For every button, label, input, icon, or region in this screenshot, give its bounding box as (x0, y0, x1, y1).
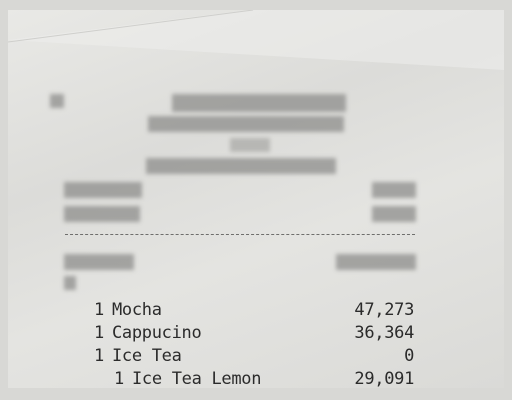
item-qty: 1 (94, 300, 104, 320)
redacted-order-sub (64, 276, 76, 290)
item-price: 29,091 (354, 369, 414, 388)
redacted-address-line-1 (148, 116, 344, 132)
redacted-meta-left-2 (64, 206, 140, 222)
receipt-paper (8, 10, 504, 388)
item-price: 47,273 (354, 300, 414, 320)
item-qty: 1 (94, 346, 104, 366)
redacted-header-mark (50, 94, 64, 108)
redacted-address-line-2 (230, 138, 270, 152)
redacted-phone-line (146, 158, 336, 174)
paper-crease (8, 10, 504, 388)
item-price: 36,364 (354, 323, 414, 343)
item-name: Ice Tea (112, 346, 182, 366)
redacted-meta-right-1 (372, 182, 416, 198)
item-name: Mocha (112, 300, 162, 320)
dashed-separator (65, 234, 415, 235)
redacted-meta-left-1 (64, 182, 142, 198)
redacted-meta-right-2 (372, 206, 416, 222)
redacted-order-left (64, 254, 134, 270)
redacted-order-right (336, 254, 416, 270)
item-qty: 1 (94, 323, 104, 343)
item-name: Cappucino (112, 323, 202, 343)
redacted-store-name (172, 94, 346, 112)
item-price: 0 (404, 346, 414, 366)
item-name: Ice Tea Lemon (132, 369, 262, 388)
item-qty: 1 (114, 369, 124, 388)
